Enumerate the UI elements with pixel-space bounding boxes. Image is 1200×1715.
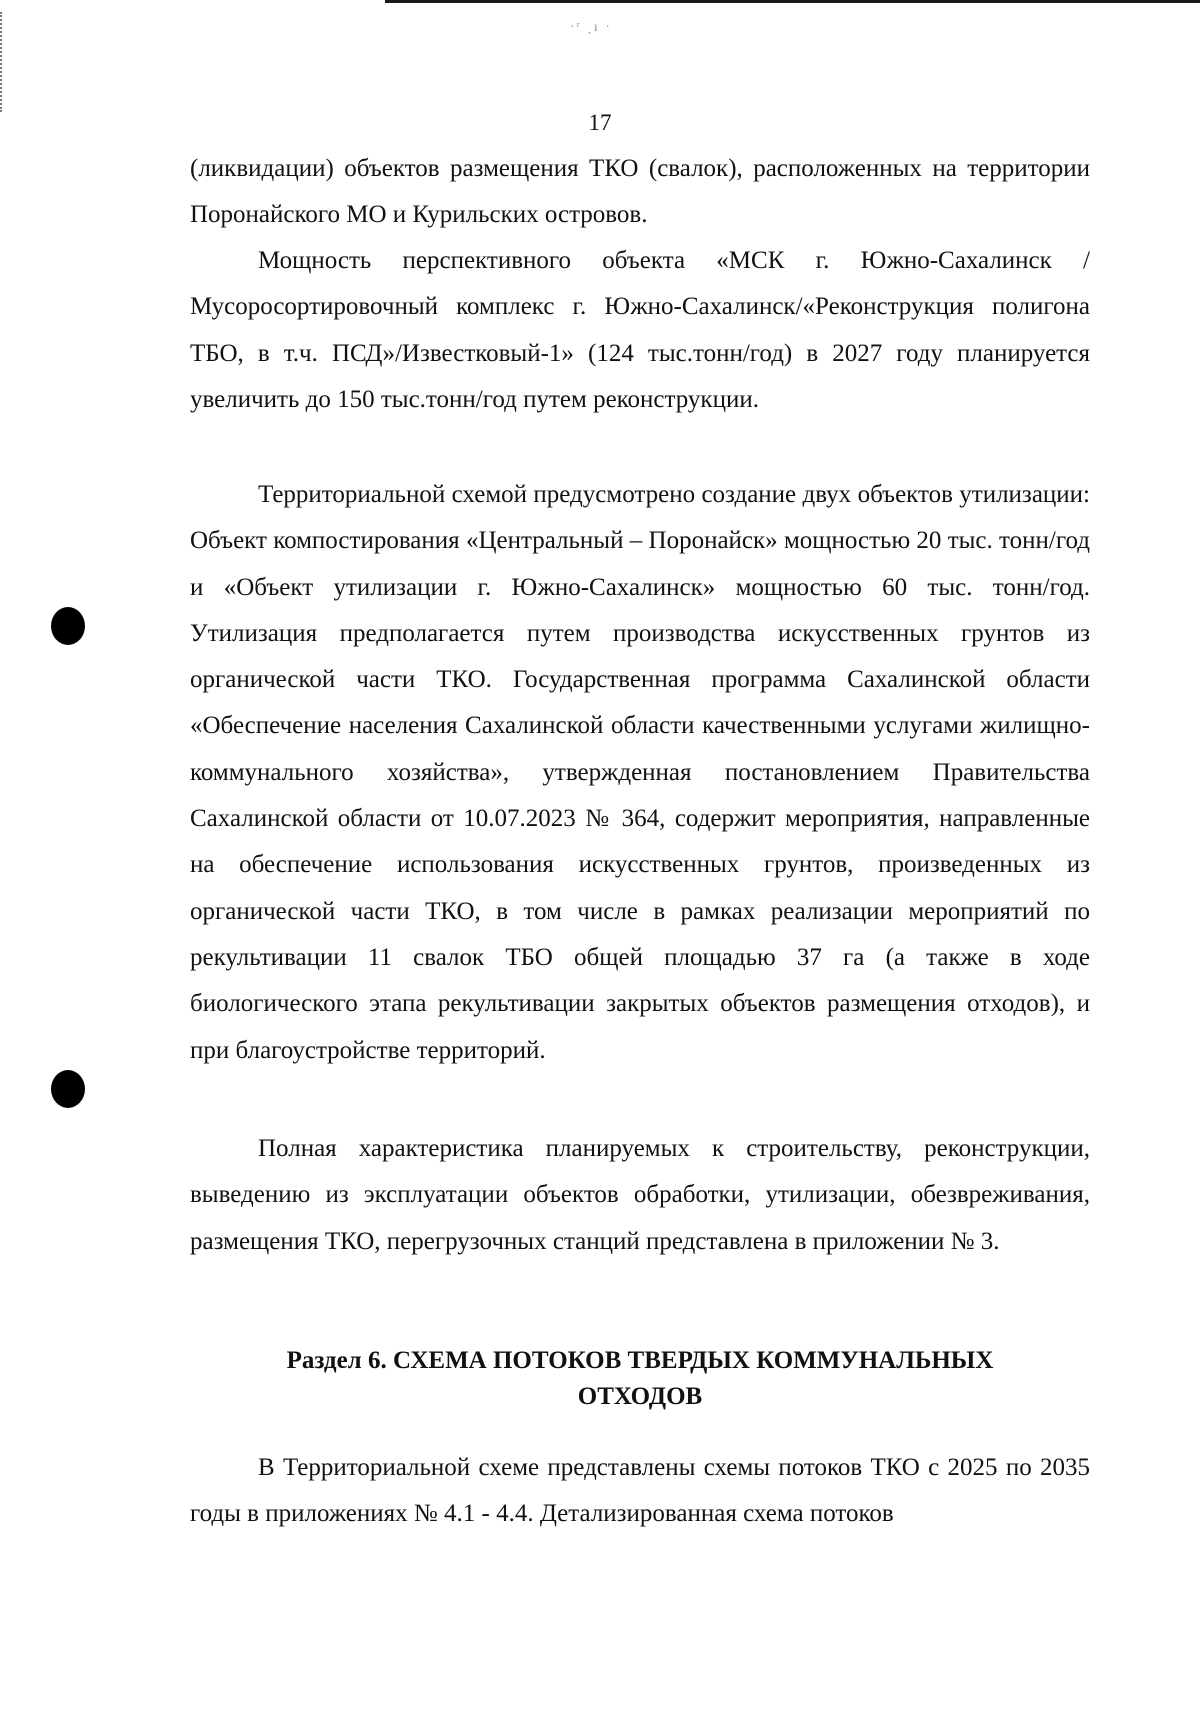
page-number: 17 — [588, 110, 612, 135]
punch-hole-lower — [51, 1070, 85, 1108]
paragraph-full-characteristics: Полная характеристика планируемых к строительству, реконструкции, выведению из эксплуатации объектов обработки, утилизации, обезвреживания, размещения ТКО, перегрузочных станций представлена в приложении № 3. — [190, 1135, 1090, 1255]
header-mark: ·ʳ ˎı · — [570, 20, 612, 35]
section-heading-line-1: Раздел 6. СХЕМА ПОТОКОВ ТВЕРДЫХ КОММУНАЛЬНЫХ — [286, 1347, 994, 1374]
paragraph-liquidation: (ликвидации) объектов размещения ТКО (свалок), расположенных на территории Поронайского МО и Курильских островов. — [190, 155, 1090, 229]
paragraph-utilization-objects: Территориальной схемой предусмотрено создание двух объектов утилизации: Объект компостирования «Центральный – Поронайск» мощностью 20 тыс. тонн/год и «Объект утилизации г. Южно-Сахалинск» мощностью 60 тыс. тонн/год. Утилизация предполагается путем производства искусственных грунтов из органической части ТКО. Государственная программа Сахалинской области «Обеспечение населения Сахалинской области качественными услугами жилищно-коммунального хозяйства», утвержденная постановлением Правительства Сахалинской области от 10.07.2023 № 364, содержит мероприятия, направленные на обеспечение использования искусственных грунтов, произведенных из органической части ТКО, в том числе в рамках реализации мероприятий по рекультивации 11 свалок ТБО общей площадью 37 га (а также в ходе биологического этапа рекультивации закрытых объектов размещения отходов), и при благоустройстве территорий. — [190, 481, 1090, 1064]
paragraph-capacity: Мощность перспективного объекта «МСК г. Южно-Сахалинск / Мусоросортировочный комплекс г. Южно-Сахалинск/«Реконструкция полигона ТБО, в т.ч. ПСД»/Известковый-1» (124 тыс.тонн/год) в 2027 году планируется увеличить до 150 тыс.тонн/год путем реконструкции. — [190, 247, 1090, 413]
scan-edge-marks — [0, 12, 4, 112]
punch-hole-upper — [51, 607, 85, 645]
paragraph-flow-schemes: В Территориальной схеме представлены схемы потоков ТКО с 2025 по 2035 годы в приложениях № 4.1 - 4.4. Детализированная схема потоков — [190, 1454, 1090, 1528]
section-6-heading — [190, 1343, 1090, 1415]
scan-border-top — [385, 0, 1200, 3]
section-heading-line-2: ОТХОДОВ — [577, 1383, 703, 1410]
